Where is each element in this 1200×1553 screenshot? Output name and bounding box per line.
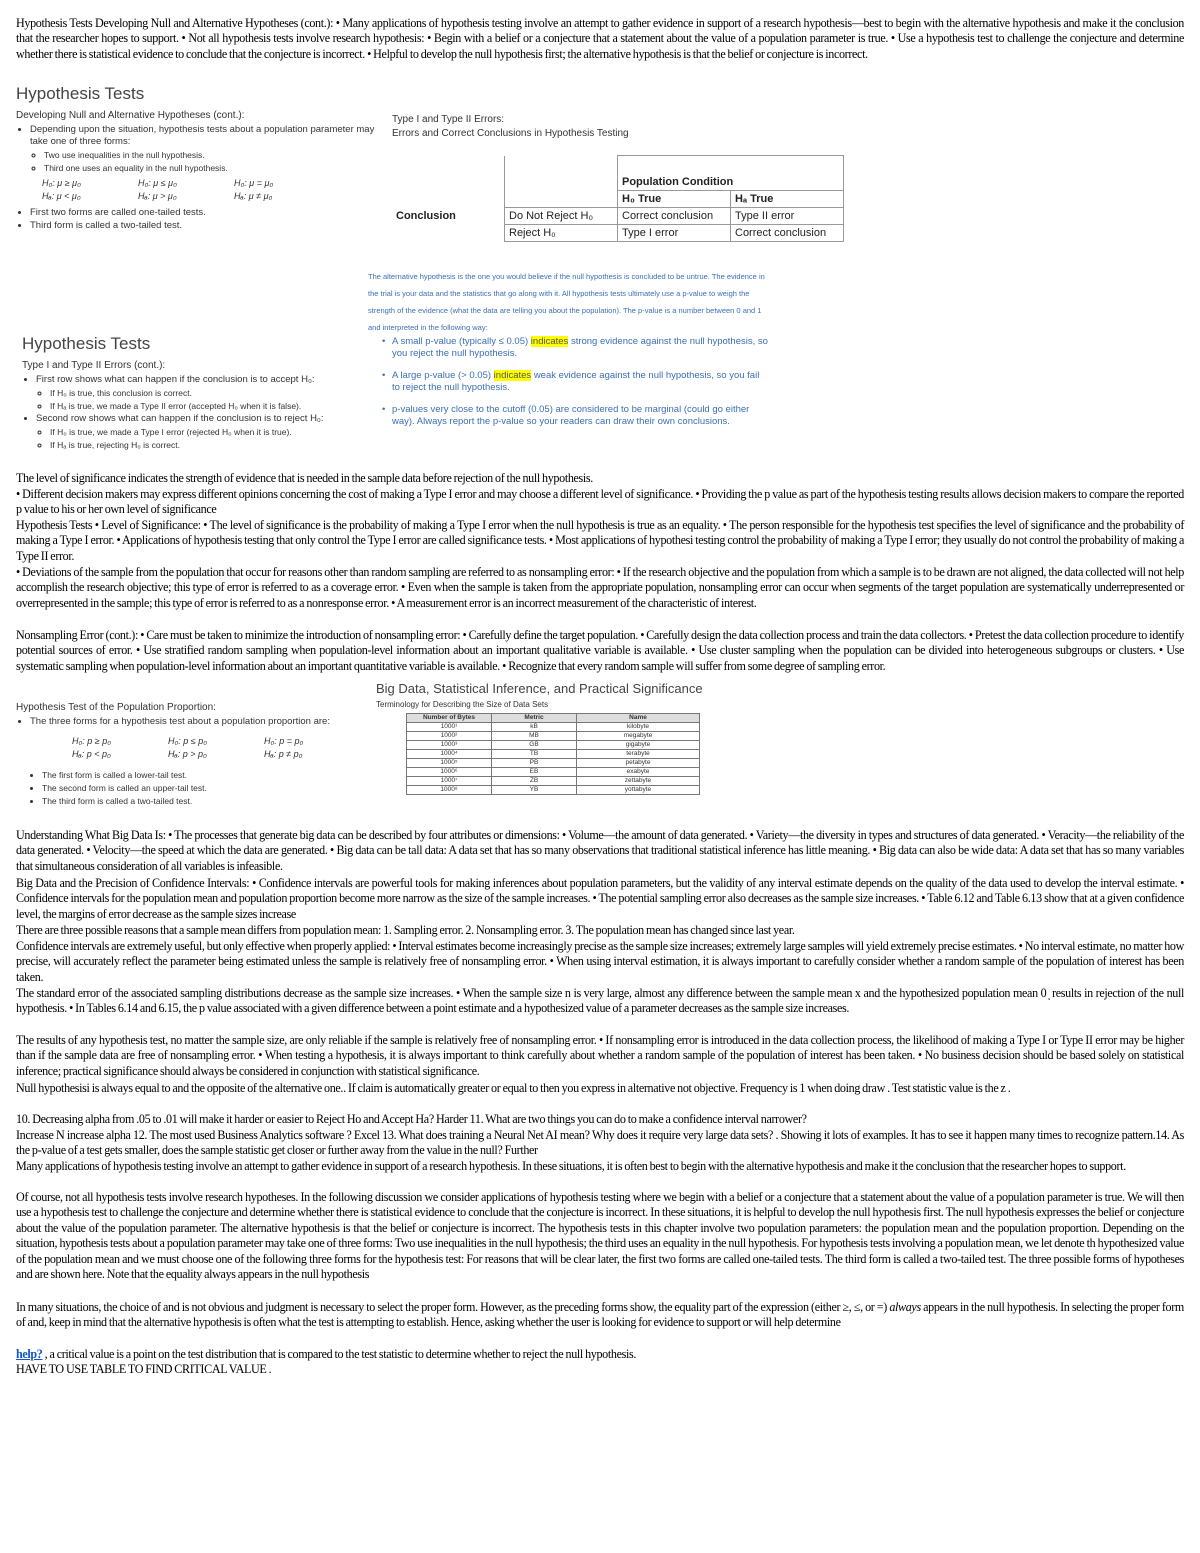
table-cell: zettabyte [577, 777, 700, 786]
slide-title: Hypothesis Tests [22, 334, 151, 353]
table-cell: Type II error [731, 208, 844, 225]
bullet: • The third form is called a two-tailed test. [42, 795, 368, 807]
paragraph: Understanding What Big Data Is: • The processes that generate big data can be described by four attributes or dimensions: • Volume—the amount of data generated. • Variety—the diversity in types and structures of data generated. • Veracity—the reliability of the data generated. • Velocity—the speed at which the data are generated. • Big data can be tall data: A data set that has so many observations that traditional statistical inference has little meaning. • Big data can also be wide data: A data set that has so many variables that simultaneous consideration of all variables is infeasible. [16, 828, 1184, 873]
bullet: • Third form is called a two-tailed test. [30, 220, 376, 232]
table-cell: GB [492, 741, 577, 750]
table-cell: Correct conclusion [618, 208, 731, 225]
table-row [407, 786, 700, 795]
table-cell: megabyte [577, 732, 700, 741]
h0-true-header: H₀ True [618, 191, 731, 208]
p-value-list [368, 336, 768, 428]
highlight: indicates [530, 336, 569, 347]
table-cell: 1000¹ [407, 723, 492, 732]
table-row [407, 759, 700, 768]
paragraph: 10. Decreasing alpha from .05 to .01 will make it harder or easier to Reject Ho and Accept Ha? Harder 11. What are two things you can do to make a confidence interval narrower? [16, 1112, 807, 1126]
population-condition-header: Population Condition [618, 156, 844, 191]
slide-type-errors-cont [22, 334, 362, 466]
text: A small p-value (typically ≤ 0.05) [392, 336, 529, 347]
hypothesis-form: Hₐ: μ > μ₀ [138, 191, 177, 201]
slide-hypothesis-forms [16, 84, 376, 264]
table-cell: Correct conclusion [731, 225, 844, 242]
help-link[interactable]: help? [16, 1347, 43, 1361]
bullet: • First two forms are called one-tailed tests. [30, 207, 376, 219]
paragraph: • Different decision makers may express different opinions concerning the cost of making a Type I error and may choose a different level of significance. • Providing the p value as part of the hypothesis testing results allows decision makers to compare the reported p value to his or her own level of significance [16, 487, 1184, 517]
table-row [407, 750, 700, 759]
table-cell: 1000⁸ [407, 786, 492, 795]
sub-bullet: ◦ If Hₐ is true, rejecting H₀ is correct. [50, 439, 362, 451]
hypothesis-forms [16, 178, 376, 201]
error-table [392, 155, 844, 242]
hypothesis-form: Hₐ: p ≠ p₀ [264, 749, 303, 759]
table-cell: Type I error [618, 225, 731, 242]
data-size-table [406, 713, 700, 795]
paragraph: Nonsampling Error (cont.): • Care must be taken to minimize the introduction of nonsampling error: • Carefully define the target population. • Carefully design the data collection process and train the data collectors. • Pretest the data collection procedure to identify potential sources of error. • Use stratified random sampling when population-level information about an important qualitative variable is available. • Use cluster sampling when the population can be divided into heterogeneous subgroups or clusters. • Use systematic sampling when population-level information about an important quantitative variable is available. • Recognize that every random sample will suffer from some degree of sampling error. [16, 628, 1184, 673]
ha-true-header: Hₐ True [731, 191, 844, 208]
text: A large p-value (> 0.05) [392, 370, 492, 381]
table-cell: MB [492, 732, 577, 741]
table-cell: YB [492, 786, 577, 795]
sub-bullet: ◦ If Hₐ is true, we made a Type II error (accepted H₀ when it is false). [50, 400, 362, 412]
table-cell: ZB [492, 777, 577, 786]
table-cell: kilobyte [577, 723, 700, 732]
hypothesis-form: H₀: μ ≥ μ₀ [42, 178, 81, 188]
p-value-notes [368, 268, 768, 468]
text: strong evidence against the null hypothesis, so you reject the null hypothesis. [392, 336, 768, 359]
paragraph: • Deviations of the sample from the population that occur for reasons other than random sampling are referred to as nonsampling error: • If the research objective and the population from which a sample is to be drawn are not aligned, the data collected will not help accomplish the research objective; this type of error is referred to as a coverage error. • Even when the sample is taken from the appropriate population, nonsampling error can occur when segments of the target population are systematically underrepresented or overrepresented in the sample; this type of error is referred to as a nonresponse error. • A measurement error is an incorrect measurement of the characteristic of interest. [16, 565, 1184, 610]
bullet: • First row shows what can happen if the conclusion is to accept H₀: [36, 374, 362, 386]
sub-bullet: ◦ Third one uses an equality in the null hypothesis. [44, 162, 376, 174]
hypothesis-form: Hₐ: p < p₀ [72, 749, 111, 759]
slide-big-data [376, 682, 748, 820]
bullet: • Depending upon the situation, hypothesis tests about a population parameter may take one of three forms: [30, 124, 376, 148]
text: In many situations, the choice of and is not obvious and judgment is necessary to select the proper form. However, as the preceding forms show, the equality part of the expression (either ≥, ≤, or =) [16, 1300, 890, 1314]
hypothesis-form: H₀: p = p₀ [264, 736, 304, 746]
table-cell: yottabyte [577, 786, 700, 795]
hypothesis-form: Hₐ: μ ≠ μ₀ [234, 191, 273, 201]
text: , a critical value is a point on the test distribution that is compared to the test statistic to determine whether to reject the null hypothesis. [42, 1347, 636, 1361]
slide-population-proportion [16, 702, 368, 822]
hypothesis-form: H₀: μ ≤ μ₀ [138, 178, 177, 188]
intro-paragraph: Hypothesis Tests Developing Null and Alternative Hypotheses (cont.): • Many applications of hypothesis testing involve an attempt to gather evidence in support of a research hypothesis—best to begin with the alternative hypothesis and make it the conclusion that the researcher hopes to support. • Not all hypothesis tests involve research hypothesis: • Begin with a belief or a conjecture that a statement about the value of a population parameter is true. • Use a hypothesis test to challenge the conjecture and determine whether there is statistical evidence to conclude that the conjecture is incorrect. • Helpful to develop the null hypothesis first; the alternative hypothesis is that the belief or conjecture is incorrect. [16, 16, 1184, 61]
paragraph: Big Data and the Precision of Confidence Intervals: • Confidence intervals are powerful tools for making inferences about population parameters, but the validity of any interval estimate depends on the quality of the data used to develop the interval estimate. • Confidence intervals for the population mean and population proportion become more narrow as the size of the sample increases. • The potential sampling error also decreases as the sample size increases. • Table 6.12 and Table 6.13 show that at a given confidence level, the margins of error decrease as the sample sizes increase [16, 876, 1184, 921]
table-cell: TB [492, 750, 577, 759]
sub-bullet: ◦ If H₀ is true, this conclusion is correct. [50, 387, 362, 399]
slide-subtitle: Errors and Correct Conclusions in Hypothesis Testing [392, 128, 629, 139]
table-row [407, 741, 700, 750]
hypothesis-form: H₀: p ≥ p₀ [72, 736, 112, 746]
paragraph: Null hypothesisi is always equal to and the opposite of the alternative one.. If claim is automatically greater or equal to then you express in alternative not objective. Frequency is 1 when doing draw . Test statistic value is the z . [16, 1081, 1011, 1095]
hypothesis-form: Hₐ: p > p₀ [168, 749, 207, 759]
hypothesis-forms [16, 736, 368, 759]
paragraph: Confidence intervals are extremely useful, but only effective when properly applied: • Interval estimates become increasingly precise as the sample size increases; extremely large samples will yield extremely precise estimates. • No interval estimate, no matter how precise, will accurately reflect the parameter being estimated unless the sample is relatively free of nonsampling error. • When using interval estimation, it is always important to carefully consider whether a random sample of the population of interest has been taken. [16, 939, 1184, 984]
text: weak evidence against the null hypothesis, so you fail to reject the null hypothesis. [392, 370, 760, 393]
table-cell: 1000⁶ [407, 768, 492, 777]
column-header: Number of Bytes [407, 714, 492, 723]
hypothesis-form: H₀: μ = μ₀ [234, 178, 274, 188]
hypothesis-form: Hₐ: μ < μ₀ [42, 191, 81, 201]
emphasis: always [889, 1300, 921, 1314]
table-cell: 1000⁴ [407, 750, 492, 759]
table-cell: EB [492, 768, 577, 777]
paragraph: The level of significance indicates the strength of evidence that is needed in the sample data before rejection of the null hypothesis. [16, 471, 593, 485]
bullet: • The three forms for a hypothesis test about a population proportion are: [30, 716, 368, 728]
table-cell: kB [492, 723, 577, 732]
p-value-intro: The alternative hypothesis is the one you would believe if the null hypothesis is concluded to be untrue. The evidence in the trial is your data and the statistics that go along with it. All hypothesis tests ultimately use a p-value to weigh the strength of the evidence (what the data are telling you about the population). The p-value is a number between 0 and 1 and interpreted in the following way: [368, 272, 765, 332]
table-cell: terabyte [577, 750, 700, 759]
table-row [407, 777, 700, 786]
slide-title: Big Data, Statistical Inference, and Practical Significance [376, 682, 703, 696]
table-row [407, 732, 700, 741]
slide-title: Hypothesis Test of the Population Proportion: [16, 702, 216, 713]
slide-bullets [16, 124, 376, 174]
table-cell: gigabyte [577, 741, 700, 750]
bullet: • The second form is called an upper-tail test. [42, 782, 368, 794]
paragraph [16, 1347, 1184, 1362]
p-value-item [382, 336, 768, 360]
paragraph: Increase N increase alpha 12. The most used Business Analytics software ? Excel 13. What does training a Neural Net AI mean? Why does it require very large data sets? . Showing it lots of examples. It has to see it happen many times to recognize pattern.14. As the p-value of a test gets smaller, does the sample statistic get closer or further away from the value in the null? Further [16, 1128, 1184, 1158]
column-header: Metric [492, 714, 577, 723]
slide-subtitle: Type I and Type II Errors (cont.): [22, 360, 166, 371]
paragraph: Many applications of hypothesis testing involve an attempt to gather evidence in support of a research hypothesis. In these situations, it is often best to begin with the alternative hypothesis and make it the conclusion that the researcher hopes to support. [16, 1159, 1126, 1173]
table-cell: 1000² [407, 732, 492, 741]
do-not-reject-label: Do Not Reject H₀ [505, 208, 618, 225]
highlight: indicates [493, 370, 532, 381]
paragraph: The standard error of the associated sampling distributions decrease as the sample size increases. • When the sample size n is very large, almost any difference between the sample mean x and the hypothesized population mean 0 ͅ results in rejection of the null hypothesis. • In Tables 6.14 and 6.15, the p value associated with a given difference between a point estimate and a hypothesized value of a parameter decreases as the sample size increases. [16, 986, 1184, 1016]
bullet: • The first form is called a lower-tail test. [42, 769, 368, 781]
text: appears in the null hypothesis. In selecting the proper form of and, keep in mind that the alternative hypothesis is often what the test is attempting to establish. Hence, asking whether the user is looking for evidence to support or will help determine [16, 1300, 1184, 1330]
bullet: • Second row shows what can happen if the conclusion is to reject H₀: [36, 413, 362, 425]
slide-error-table [392, 114, 852, 262]
table-cell: exabyte [577, 768, 700, 777]
table-cell: 1000⁷ [407, 777, 492, 786]
slide-title: Type I and Type II Errors: [392, 114, 505, 125]
column-header: Name [577, 714, 700, 723]
paragraph: There are three possible reasons that a sample mean differs from population mean: 1. Sampling error. 2. Nonsampling error. 3. The population mean has changed since last year. [16, 923, 795, 937]
hypothesis-form: H₀: p ≤ p₀ [168, 736, 208, 746]
slide-subtitle: Terminology for Describing the Size of Data Sets [376, 700, 549, 709]
p-value-item [382, 370, 768, 394]
paragraph: Hypothesis Tests • Level of Significance: • The level of significance is the probability of making a Type I error when the null hypothesis is true as an equality. • The person responsible for the hypothesis test specifies the level of significance and the probability of making a Type I error. • Applications of hypothesis testing that only control the Type I error are called significance tests. • Most applications of hypothesi testing control the probability of making a Type I error; they usually do not control the probability of making a Type II error. [16, 518, 1184, 563]
table-cell: PB [492, 759, 577, 768]
table-row [407, 723, 700, 732]
sub-bullet: ◦ If H₀ is true, we made a Type I error (rejected H₀ when it is true). [50, 426, 362, 438]
table-cell: 1000³ [407, 741, 492, 750]
sub-bullet: ◦ Two use inequalities in the null hypothesis. [44, 149, 376, 161]
paragraph: Of course, not all hypothesis tests involve research hypotheses. In the following discussion we consider applications of hypothesis testing where we begin with a belief or a conjecture that a statement about the value of a population parameter is true. We will then use a hypothesis test to challenge the conjecture and determine whether there is statistical evidence to conclude that the conjecture is incorrect. In these situations, it is helpful to develop the null hypothesis first. The null hypothesis expresses the belief or conjecture about the value of the population parameter. The alternative hypothesis is that the belief or conjecture is incorrect. The hypothesis tests in this chapter involve two population parameters: the population mean and the population proportion. Depending on the situation, hypothesis tests about a population parameter may take one of three forms: Two use inequalities in the null hypothesis; the third uses an equality in the null hypothesis. For hypothesis tests involving a population mean, we let denote th hypothesized value of the population mean and we must choose one of the following three forms for the hypothesis test: For reasons that will be clear later, the first two forms are called one-tailed tests. The third form is called a two-tailed test. The three possible forms of hypotheses and are shown here. Note that the equality always appears in the null hypothesis [16, 1190, 1184, 1282]
reject-label: Reject H₀ [505, 225, 618, 242]
paragraph [16, 1300, 1184, 1331]
p-value-item: • p-values very close to the cutoff (0.05) are considered to be marginal (could go either way). Always report the p-value so your readers can draw their own conclusions. [382, 404, 768, 428]
table-cell: petabyte [577, 759, 700, 768]
table-row [407, 768, 700, 777]
paragraph: HAVE TO USE TABLE TO FIND CRITICAL VALUE . [16, 1362, 272, 1376]
paragraph: The results of any hypothesis test, no matter the sample size, are only reliable if the sample is relatively free of nonsampling error. • If nonsampling error is introduced in the data collection process, the likelihood of making a Type I or Type II error may be higher than if the sample data are free of nonsampling error. • When testing a hypothesis, it is always important to think carefully about whether a random sample of the population of interest has been taken. • No business decision should be based solely on statistical inference; practical significance should always be considered in conjunction with statistical significance. [16, 1033, 1184, 1078]
slide-subtitle: Developing Null and Alternative Hypotheses (cont.): [16, 110, 245, 121]
table-cell: 1000⁵ [407, 759, 492, 768]
slide-title: Hypothesis Tests [16, 84, 145, 103]
conclusion-label: Conclusion [396, 209, 456, 222]
